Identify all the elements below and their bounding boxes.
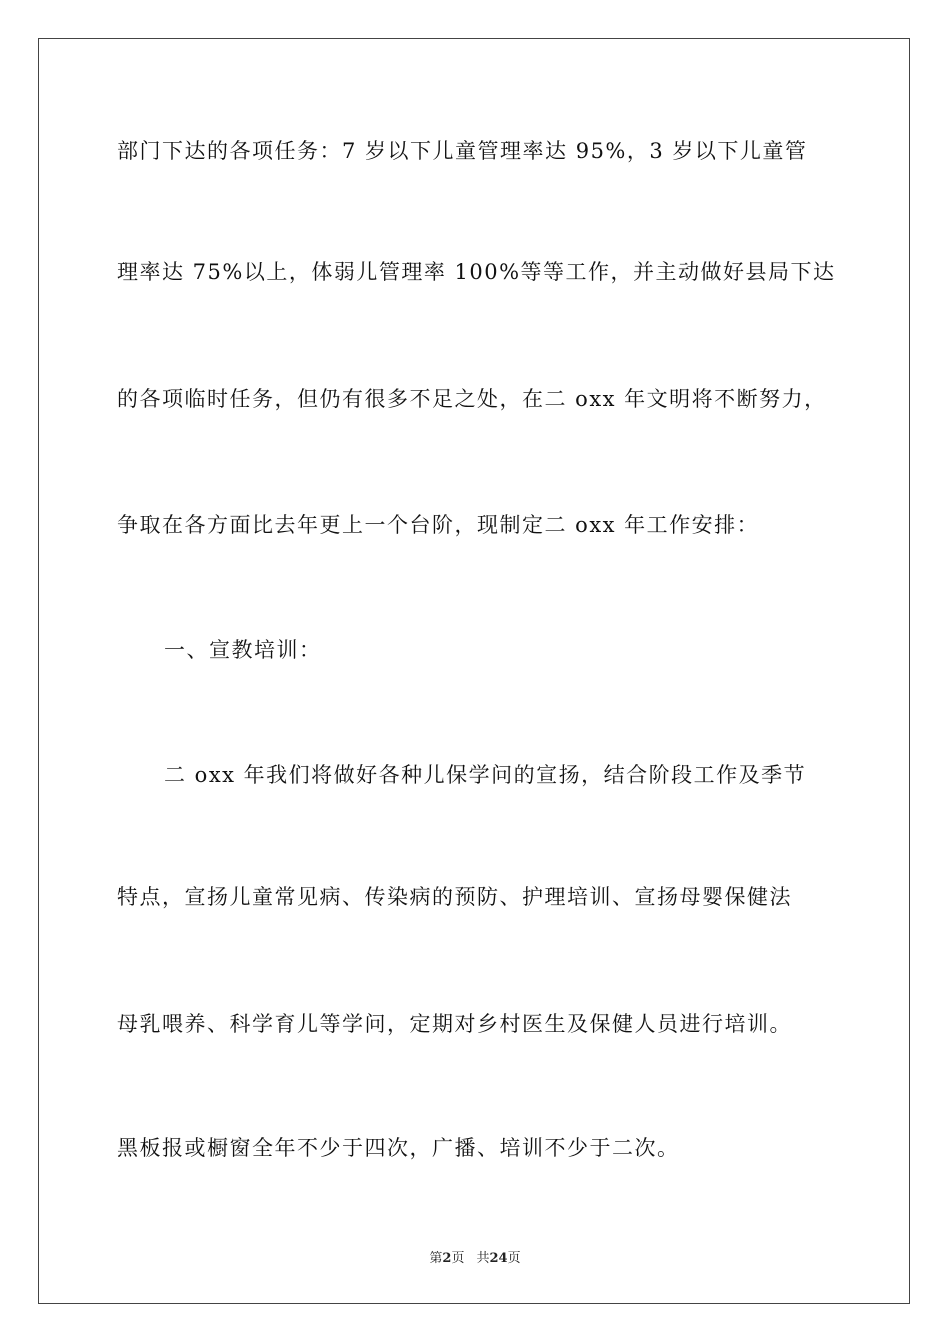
- footer-total-pages: 24: [489, 1251, 508, 1266]
- text-line-8: 母乳喂养、科学育儿等学问，定期对乡村医生及保健人员进行培训。: [117, 1012, 792, 1036]
- text-line-2: 理率达 75%以上，体弱儿管理率 100%等等工作，并主动做好县局下达: [117, 260, 836, 284]
- footer-total-suffix: 页: [507, 1251, 521, 1266]
- text-line-7: 特点，宣扬儿童常见病、传染病的预防、护理培训、宣扬母婴保健法: [117, 885, 792, 909]
- text-line-4: 争取在各方面比去年更上一个台阶，现制定二 oxx 年工作安排：: [117, 513, 760, 537]
- text-line-6: 二 oxx 年我们将做好各种儿保学问的宣扬，结合阶段工作及季节: [164, 763, 807, 787]
- footer-total-prefix: 共: [476, 1251, 490, 1266]
- footer-page-prefix: 第: [429, 1251, 443, 1266]
- text-line-1: 部门下达的各项任务：7 岁以下儿童管理率达 95%，3 岁以下儿童管: [117, 139, 808, 163]
- footer-page-number: 2: [442, 1251, 452, 1266]
- footer-page-suffix: 页: [451, 1251, 465, 1266]
- text-line-9: 黑板报或橱窗全年不少于四次，广播、培训不少于二次。: [117, 1136, 680, 1160]
- page-footer: [0, 1247, 950, 1266]
- section-heading: 一、宣教培训：: [164, 638, 322, 662]
- page-border: [38, 38, 910, 1304]
- text-line-3: 的各项临时任务，但仍有很多不足之处，在二 oxx 年文明将不断努力，: [117, 387, 827, 411]
